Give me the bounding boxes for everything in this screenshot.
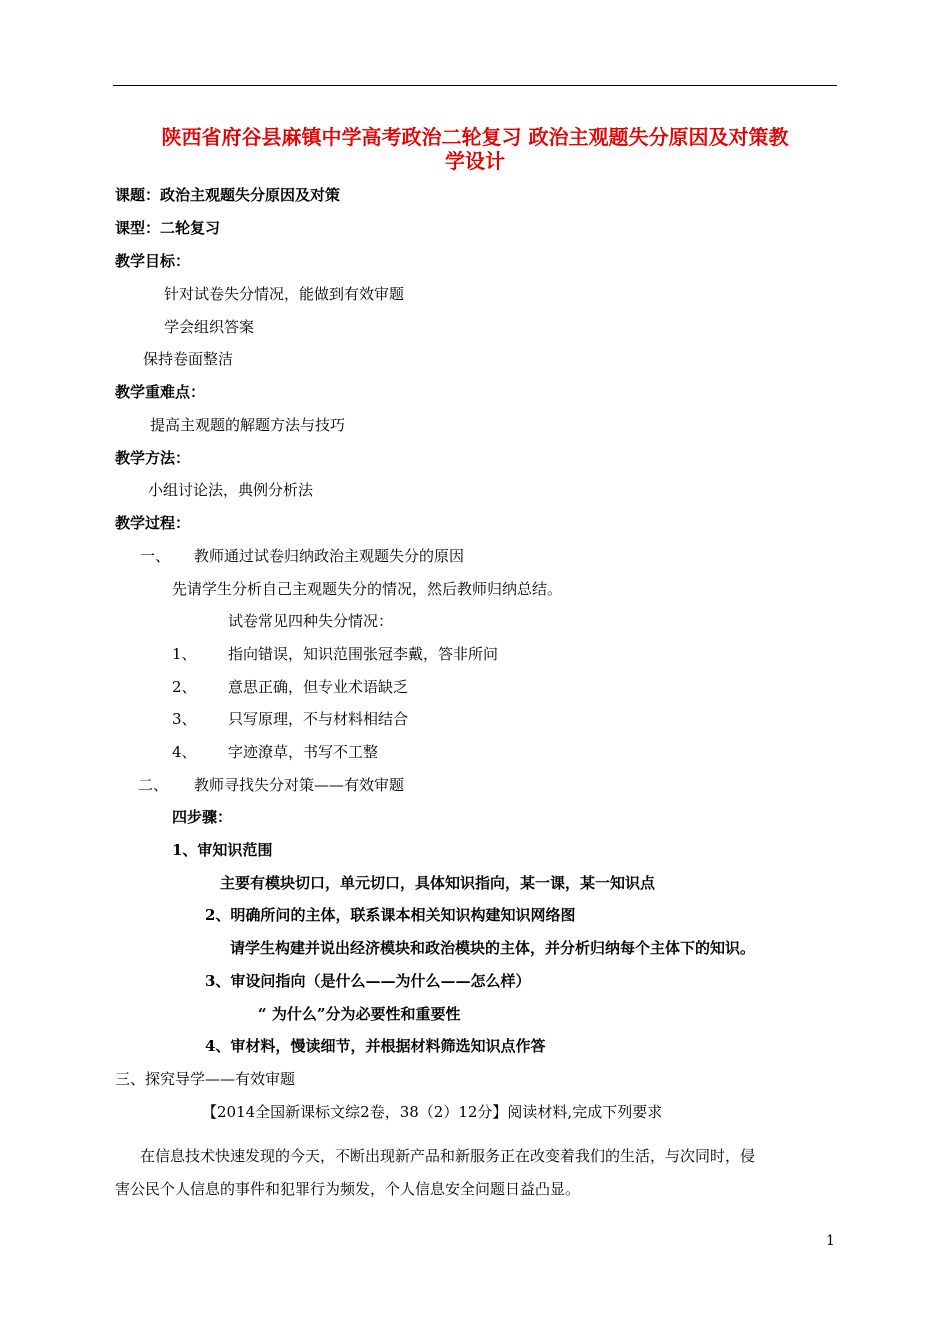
section-1-subheading: 试卷常见四种失分情况： (228, 612, 394, 630)
topic-line: 课题：政治主观题失分原因及对策 (115, 186, 341, 204)
goal-item: 保持卷面整洁 (143, 350, 234, 368)
process-heading: 教学过程： (115, 514, 191, 532)
header-rule (113, 85, 837, 86)
goals-heading: 教学目标： (115, 252, 191, 270)
step-3: 3、审设问指向（是什么——为什么——怎么样） (205, 972, 531, 990)
goal-item: 学会组织答案 (164, 318, 255, 336)
document-title-line-1: 陕西省府谷县麻镇中学高考政治二轮复习 政治主观题失分原因及对策教 (161, 125, 789, 149)
section-2-title: 教师寻找失分对策——有效审题 (194, 776, 405, 794)
material-paragraph-line-2: 害公民个人信息的事件和犯罪行为频发，个人信息安全问题日益凸显。 (115, 1180, 581, 1198)
loss-item-number: 2、 (172, 678, 197, 696)
method-text: 小组讨论法，典例分析法 (148, 481, 314, 499)
document-title-line-2: 学设计 (445, 149, 505, 173)
key-point-heading: 教学重难点： (115, 383, 206, 401)
goal-item: 针对试卷失分情况，能做到有效审题 (164, 285, 405, 303)
loss-item-number: 4、 (172, 743, 197, 761)
step-3-detail: “ 为什么”分为必要性和重要性 (258, 1005, 461, 1023)
step-1: 1、审知识范围 (172, 841, 273, 859)
loss-item-number: 1、 (172, 645, 197, 663)
section-2-number: 二、 (138, 776, 169, 794)
step-2: 2、明确所问的主体，联系课本相关知识构建知识网络图 (205, 906, 576, 924)
method-heading: 教学方法： (115, 449, 191, 467)
section-1-title: 教师通过试卷归纳政治主观题失分的原因 (194, 547, 465, 565)
key-point-text: 提高主观题的解题方法与技巧 (150, 416, 346, 434)
section-1-number: 一、 (140, 547, 171, 565)
step-1-detail: 主要有模块切口，单元切口，具体知识指向，某一课，某一知识点 (220, 874, 656, 892)
section-3-title: 三、探究导学——有效审题 (115, 1070, 296, 1088)
material-paragraph-line-1: 在信息技术快速发现的今天，不断出现新产品和新服务正在改变着我们的生活，与次同时，侵 (140, 1147, 756, 1165)
step-2-detail: 请学生构建并说出经济模块和政治模块的主体，并分析归纳每个主体下的知识。 (230, 939, 756, 957)
loss-item-text: 字迹潦草，书写不工整 (228, 743, 379, 761)
step-4: 4、审材料，慢读细节，并根据材料筛选知识点作答 (205, 1037, 546, 1055)
loss-item-text: 意思正确，但专业术语缺乏 (228, 678, 409, 696)
steps-heading: 四步骤： (172, 808, 233, 826)
page-number: 1 (826, 1233, 835, 1249)
exam-reference: 【2014全国新课标文综2卷，38（2）12分】阅读材料,完成下列要求 (202, 1103, 663, 1121)
loss-item-text: 指向错误，知识范围张冠李戴，答非所问 (228, 645, 499, 663)
section-1-intro: 先请学生分析自己主观题失分的情况，然后教师归纳总结。 (172, 580, 563, 598)
loss-item-number: 3、 (172, 710, 197, 728)
lesson-type-line: 课型：二轮复习 (115, 219, 221, 237)
loss-item-text: 只写原理，不与材料相结合 (228, 710, 409, 728)
